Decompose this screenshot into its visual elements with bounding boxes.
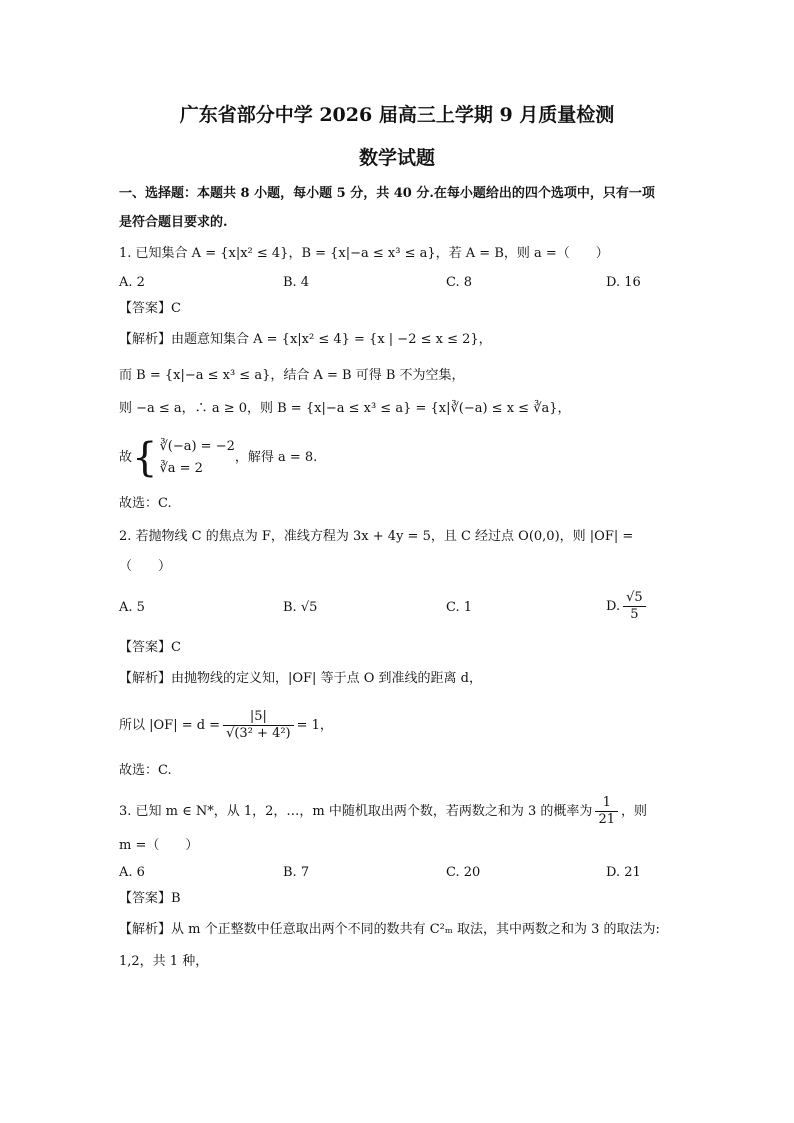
q2-solution-suffix: = 1， <box>296 718 333 733</box>
q3-stem-line2: m =（ ） <box>119 838 199 853</box>
q2-option-d-fraction <box>623 590 646 623</box>
q3-solution-line2: 1,2，共 1 种， <box>119 954 209 969</box>
q1-solution-line2: 而 B = {x|−a ≤ x³ ≤ a}，结合 A = B 可得 B 不为空集， <box>119 368 465 383</box>
q1-option-d: D. 16 <box>606 275 641 290</box>
q2-stem-line2: （ ） <box>119 559 172 574</box>
q1-option-c: C. 8 <box>446 275 473 290</box>
q1-choose: 故选：C. <box>119 496 172 511</box>
q2-option-a: A. 5 <box>119 600 145 615</box>
q1-solution-system <box>119 432 317 484</box>
page-subtitle: 数学试题 <box>358 147 435 169</box>
q3-stem-suffix: ，则 <box>620 804 647 819</box>
q3-stem-fraction <box>595 795 618 828</box>
q2-answer: 【答案】C <box>119 640 181 655</box>
q1-answer: 【答案】C <box>119 301 181 316</box>
q2-solution-denominator: √(3² + 4²) <box>226 726 291 741</box>
section-heading-line2: 是符合题目要求的. <box>119 215 228 230</box>
q3-stem-prefix: 3. 已知 m ∈ N*，从 1，2，…，m 中随机取出两个数，若两数之和为 3 的概率为 <box>119 804 593 819</box>
q2-solution-numerator: |5| <box>223 709 294 726</box>
q2-solution-prefix: 所以 |OF| = d = <box>119 718 221 733</box>
q1-solution-line1: 【解析】由题意知集合 A = {x|x² ≤ 4} = {x | −2 ≤ x ≤ 2}， <box>119 332 492 347</box>
q1-stem: 1. 已知集合 A = {x|x² ≤ 4}，B = {x|−a ≤ x³ ≤ a}，若 A = B，则 a =（ ） <box>119 246 609 261</box>
q3-stem-numerator: 1 <box>595 795 618 812</box>
q2-choose: 故选：C. <box>119 763 172 778</box>
q3-option-b: B. 7 <box>283 865 310 880</box>
q2-solution-fraction <box>223 709 294 742</box>
q2-solution-line2 <box>119 704 333 748</box>
q3-stem-denominator: 21 <box>598 812 615 827</box>
q2-solution-line1: 【解析】由抛物线的定义知，|OF| 等于点 O 到准线的距离 d， <box>119 671 482 686</box>
q1-solution-line3: 则 −a ≤ a，∴ a ≥ 0，则 B = {x|−a ≤ x³ ≤ a} = {x|∛(−a) ≤ x ≤ ∛a}， <box>119 401 571 416</box>
q3-stem-line1 <box>119 790 647 834</box>
q1-system-eq2: ∛a = 2 <box>159 460 203 476</box>
q3-solution-line1: 【解析】从 m 个正整数中任意取出两个不同的数共有 C²ₘ 取法，其中两数之和为 3 的取法为: <box>119 922 660 937</box>
q1-system-prefix: 故 <box>119 450 133 465</box>
q2-option-d-denominator: 5 <box>630 607 639 622</box>
q3-answer: 【答案】B <box>119 891 181 906</box>
q1-option-a: A. 2 <box>119 275 145 290</box>
page-title: 广东省部分中学 2026 届高三上学期 9 月质量检测 <box>179 104 615 126</box>
q1-system-equations <box>159 436 234 480</box>
q2-option-d <box>606 585 649 629</box>
q3-option-c: C. 20 <box>446 865 481 880</box>
q1-system-suffix: ，解得 a = 8. <box>234 450 318 465</box>
q1-system-eq1: ∛(−a) = −2 <box>159 438 235 454</box>
q2-option-b: B. √5 <box>283 600 318 615</box>
q2-option-d-label: D. <box>606 599 621 614</box>
q3-option-d: D. 21 <box>606 865 641 880</box>
brace-symbol: { <box>132 434 158 481</box>
q3-option-a: A. 6 <box>119 865 145 880</box>
q2-stem-line1: 2. 若抛物线 C 的焦点为 F，准线方程为 3x + 4y = 5，且 C 经过点 O(0,0)，则 |OF| = <box>119 529 634 544</box>
q2-option-d-numerator: √5 <box>623 590 646 607</box>
q2-option-c: C. 1 <box>446 600 473 615</box>
q1-option-b: B. 4 <box>283 275 310 290</box>
section-heading-line1: 一、选择题：本题共 8 小题，每小题 5 分，共 40 分.在每小题给出的四个选项中，只有一项 <box>119 186 655 201</box>
